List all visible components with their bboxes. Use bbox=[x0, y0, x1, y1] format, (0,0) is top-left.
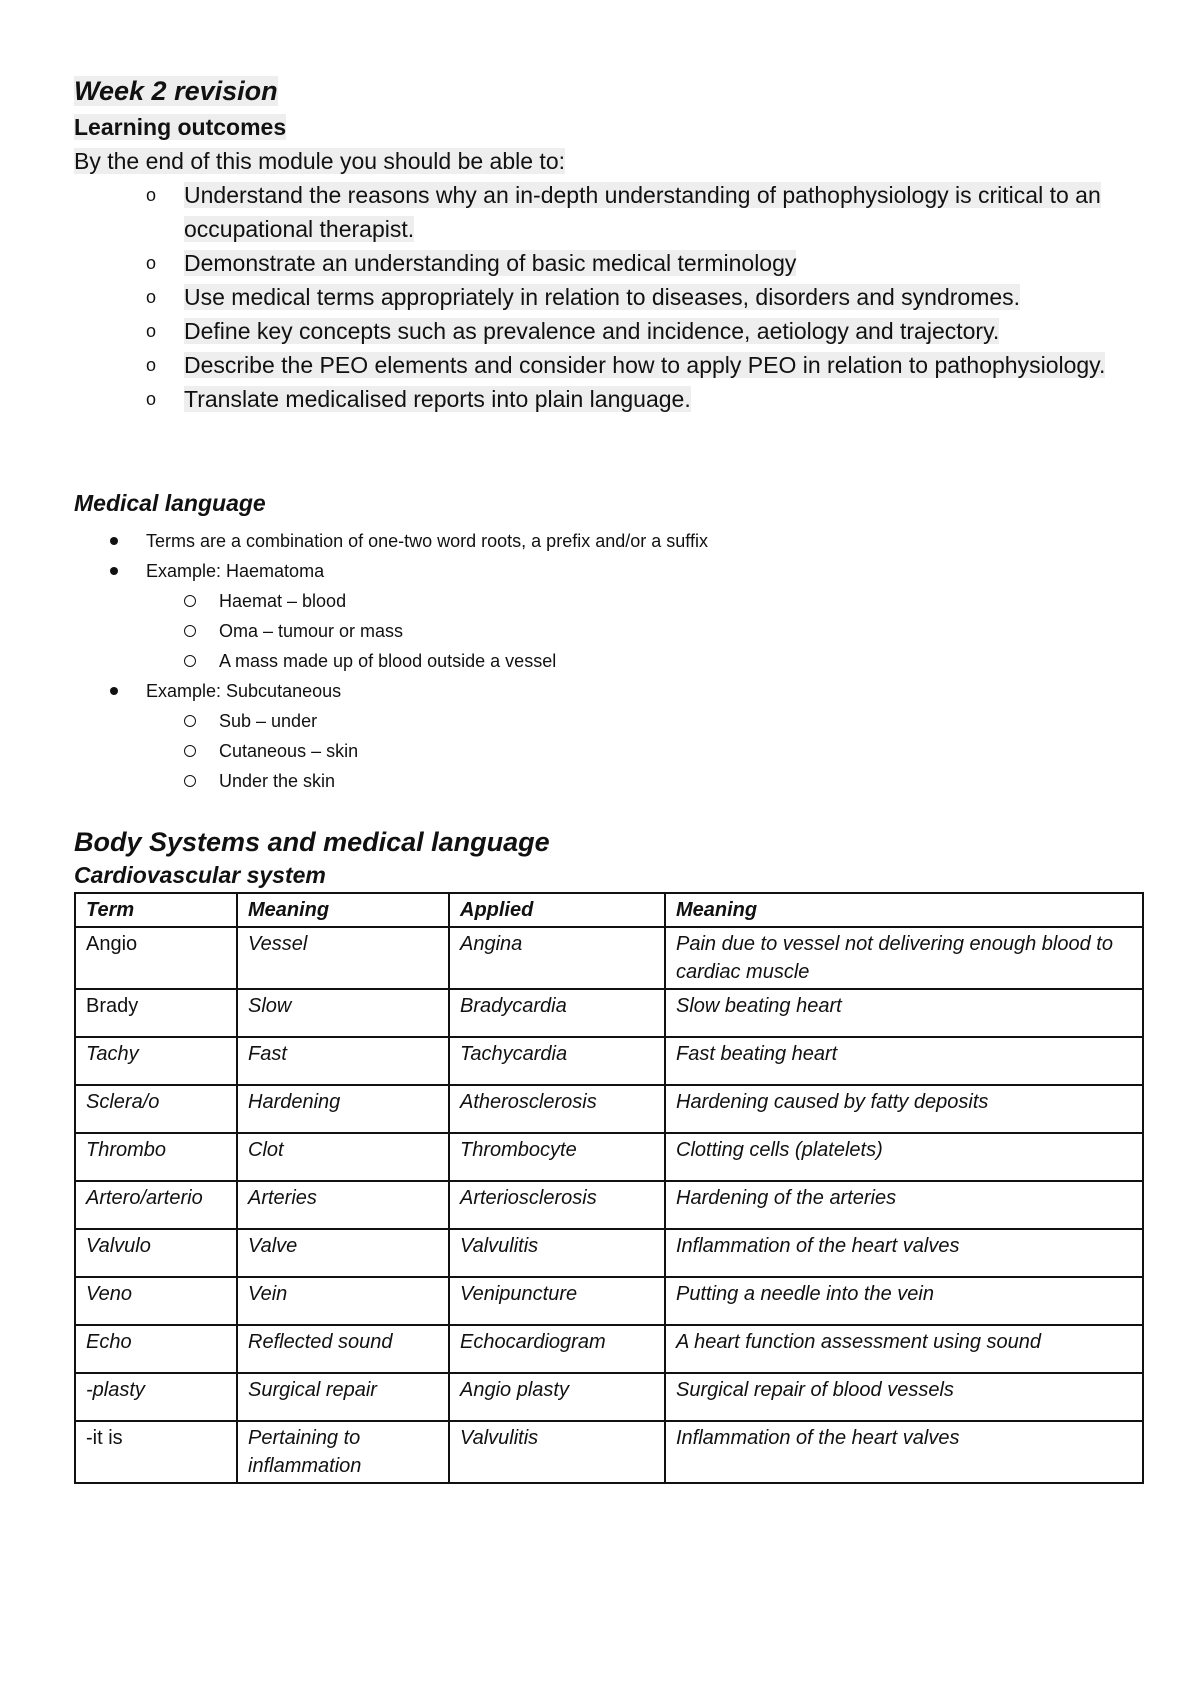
table-cell: Venipuncture bbox=[449, 1277, 665, 1325]
list-item-text: Example: Subcutaneous bbox=[146, 681, 342, 701]
sub-list-item bbox=[74, 706, 1142, 736]
list-item bbox=[74, 348, 1142, 382]
list-item bbox=[74, 178, 1142, 246]
bullet-circle-icon bbox=[184, 595, 196, 607]
medical-language-heading: Medical language bbox=[74, 490, 266, 516]
table-cell: Arteries bbox=[237, 1181, 449, 1229]
table-cell: Putting a needle into the vein bbox=[665, 1277, 1143, 1325]
list-item bbox=[74, 556, 1142, 676]
table-row bbox=[75, 1421, 1143, 1483]
table-cell: Clot bbox=[237, 1133, 449, 1181]
list-item-text: Example: Haematoma bbox=[146, 561, 325, 581]
table-cell: Hardening bbox=[237, 1085, 449, 1133]
learning-outcomes-heading-text: Learning outcomes bbox=[74, 114, 287, 140]
page-title bbox=[74, 72, 1142, 110]
sub-list bbox=[146, 586, 1142, 676]
table-cell: Angio bbox=[75, 927, 237, 989]
learning-outcomes-heading bbox=[74, 110, 1142, 144]
bullet-o-icon: o bbox=[146, 287, 157, 307]
list-item-text: Terms are a combination of one-two word roots, a prefix and/or a suffix bbox=[146, 531, 708, 551]
sub-list-item-text: Oma – tumour or mass bbox=[219, 621, 404, 641]
table-cell: Valvulitis bbox=[449, 1229, 665, 1277]
sub-list-item-text: Under the skin bbox=[219, 771, 336, 791]
bullet-circle-icon bbox=[184, 655, 196, 667]
table-cell: Inflammation of the heart valves bbox=[665, 1421, 1143, 1483]
table-cell: Inflammation of the heart valves bbox=[665, 1229, 1143, 1277]
bullet-o-icon: o bbox=[146, 185, 157, 205]
table-cell: Surgical repair bbox=[237, 1373, 449, 1421]
table-cell: Surgical repair of blood vessels bbox=[665, 1373, 1143, 1421]
table-header-cell: Term bbox=[75, 893, 237, 927]
bullet-o-icon: o bbox=[146, 253, 157, 273]
table-cell: -plasty bbox=[75, 1373, 237, 1421]
list-item-text: Understand the reasons why an in-depth understanding of pathophysiology is critical to an occupational therapist. bbox=[184, 182, 1101, 242]
bullet-o-icon: o bbox=[146, 389, 157, 409]
table-cell: Reflected sound bbox=[237, 1325, 449, 1373]
table-cell: Vessel bbox=[237, 927, 449, 989]
learning-outcomes-intro-text: By the end of this module you should be able to: bbox=[74, 148, 565, 174]
table-cell: Hardening caused by fatty deposits bbox=[665, 1085, 1143, 1133]
bullet-dot-icon bbox=[110, 567, 118, 575]
sub-list-item-text: Haemat – blood bbox=[219, 591, 347, 611]
table-row bbox=[75, 1229, 1143, 1277]
table-cell: Thrombocyte bbox=[449, 1133, 665, 1181]
table-cell: Brady bbox=[75, 989, 237, 1037]
table-cell: Pertaining to inflammation bbox=[237, 1421, 449, 1483]
bullet-dot-icon bbox=[110, 537, 118, 545]
table-header-cell: Meaning bbox=[665, 893, 1143, 927]
sub-list-item-text: A mass made up of blood outside a vessel bbox=[219, 651, 557, 671]
table-cell: Tachycardia bbox=[449, 1037, 665, 1085]
table-header-cell: Meaning bbox=[237, 893, 449, 927]
bullet-circle-icon bbox=[184, 745, 196, 757]
bullet-circle-icon bbox=[184, 715, 196, 727]
table-header-cell: Applied bbox=[449, 893, 665, 927]
table-cell: Hardening of the arteries bbox=[665, 1181, 1143, 1229]
table-row bbox=[75, 927, 1143, 989]
table-row bbox=[75, 1133, 1143, 1181]
table-cell: Valve bbox=[237, 1229, 449, 1277]
document-content bbox=[74, 72, 1142, 1484]
list-item-text: Translate medicalised reports into plain language. bbox=[184, 386, 691, 412]
list-item-text: Use medical terms appropriately in relation to diseases, disorders and syndromes. bbox=[184, 284, 1021, 310]
bullet-o-icon: o bbox=[146, 355, 157, 375]
table-cell: Thrombo bbox=[75, 1133, 237, 1181]
sub-list bbox=[146, 706, 1142, 796]
sub-list-item bbox=[74, 766, 1142, 796]
list-item bbox=[74, 676, 1142, 796]
table-row bbox=[75, 1037, 1143, 1085]
table-cell: Angio plasty bbox=[449, 1373, 665, 1421]
table-cell: Vein bbox=[237, 1277, 449, 1325]
table-cell: Atherosclerosis bbox=[449, 1085, 665, 1133]
table-cell: Sclera/o bbox=[75, 1085, 237, 1133]
table-cell: Echocardiogram bbox=[449, 1325, 665, 1373]
sub-list-item bbox=[74, 646, 1142, 676]
table-cell: Pain due to vessel not delivering enough blood to cardiac muscle bbox=[665, 927, 1143, 989]
table-cell: Fast bbox=[237, 1037, 449, 1085]
table-cell: Valvulitis bbox=[449, 1421, 665, 1483]
table-cell: Tachy bbox=[75, 1037, 237, 1085]
list-item bbox=[74, 526, 1142, 556]
table-cell: Slow beating heart bbox=[665, 989, 1143, 1037]
learning-outcomes-list bbox=[74, 178, 1142, 416]
list-item bbox=[74, 246, 1142, 280]
sub-list-item-text: Cutaneous – skin bbox=[219, 741, 359, 761]
table-row bbox=[75, 1181, 1143, 1229]
list-item-text: Describe the PEO elements and consider how to apply PEO in relation to pathophysiology. bbox=[184, 352, 1106, 378]
table-cell: Bradycardia bbox=[449, 989, 665, 1037]
cardiovascular-subheading: Cardiovascular system bbox=[74, 862, 326, 888]
table-row bbox=[75, 1277, 1143, 1325]
table-cell: Echo bbox=[75, 1325, 237, 1373]
table-row bbox=[75, 1085, 1143, 1133]
body-systems-heading: Body Systems and medical language bbox=[74, 827, 550, 857]
table-cell: Valvulo bbox=[75, 1229, 237, 1277]
table-cell: -it is bbox=[75, 1421, 237, 1483]
sub-list-item-text: Sub – under bbox=[219, 711, 318, 731]
table-header-row bbox=[75, 893, 1143, 927]
table-cell: Artero/arterio bbox=[75, 1181, 237, 1229]
list-item bbox=[74, 280, 1142, 314]
bullet-circle-icon bbox=[184, 625, 196, 637]
sub-list-item bbox=[74, 586, 1142, 616]
table-cell: Angina bbox=[449, 927, 665, 989]
list-item bbox=[74, 314, 1142, 348]
cardiovascular-table bbox=[74, 892, 1144, 1484]
list-item bbox=[74, 382, 1142, 416]
table-cell: Fast beating heart bbox=[665, 1037, 1143, 1085]
table-row bbox=[75, 989, 1143, 1037]
list-item-text: Demonstrate an understanding of basic medical terminology bbox=[184, 250, 797, 276]
table-cell: Arteriosclerosis bbox=[449, 1181, 665, 1229]
table-row bbox=[75, 1325, 1143, 1373]
table-cell: Veno bbox=[75, 1277, 237, 1325]
page-title-text: Week 2 revision bbox=[74, 76, 278, 106]
list-item-text: Define key concepts such as prevalence and incidence, aetiology and trajectory. bbox=[184, 318, 1000, 344]
sub-list-item bbox=[74, 616, 1142, 646]
table-row bbox=[75, 1373, 1143, 1421]
table-cell: A heart function assessment using sound bbox=[665, 1325, 1143, 1373]
bullet-o-icon: o bbox=[146, 321, 157, 341]
medical-language-list bbox=[74, 526, 1142, 796]
bullet-dot-icon bbox=[110, 687, 118, 695]
table-cell: Slow bbox=[237, 989, 449, 1037]
sub-list-item bbox=[74, 736, 1142, 766]
bullet-circle-icon bbox=[184, 775, 196, 787]
table-cell: Clotting cells (platelets) bbox=[665, 1133, 1143, 1181]
learning-outcomes-intro bbox=[74, 144, 1142, 178]
